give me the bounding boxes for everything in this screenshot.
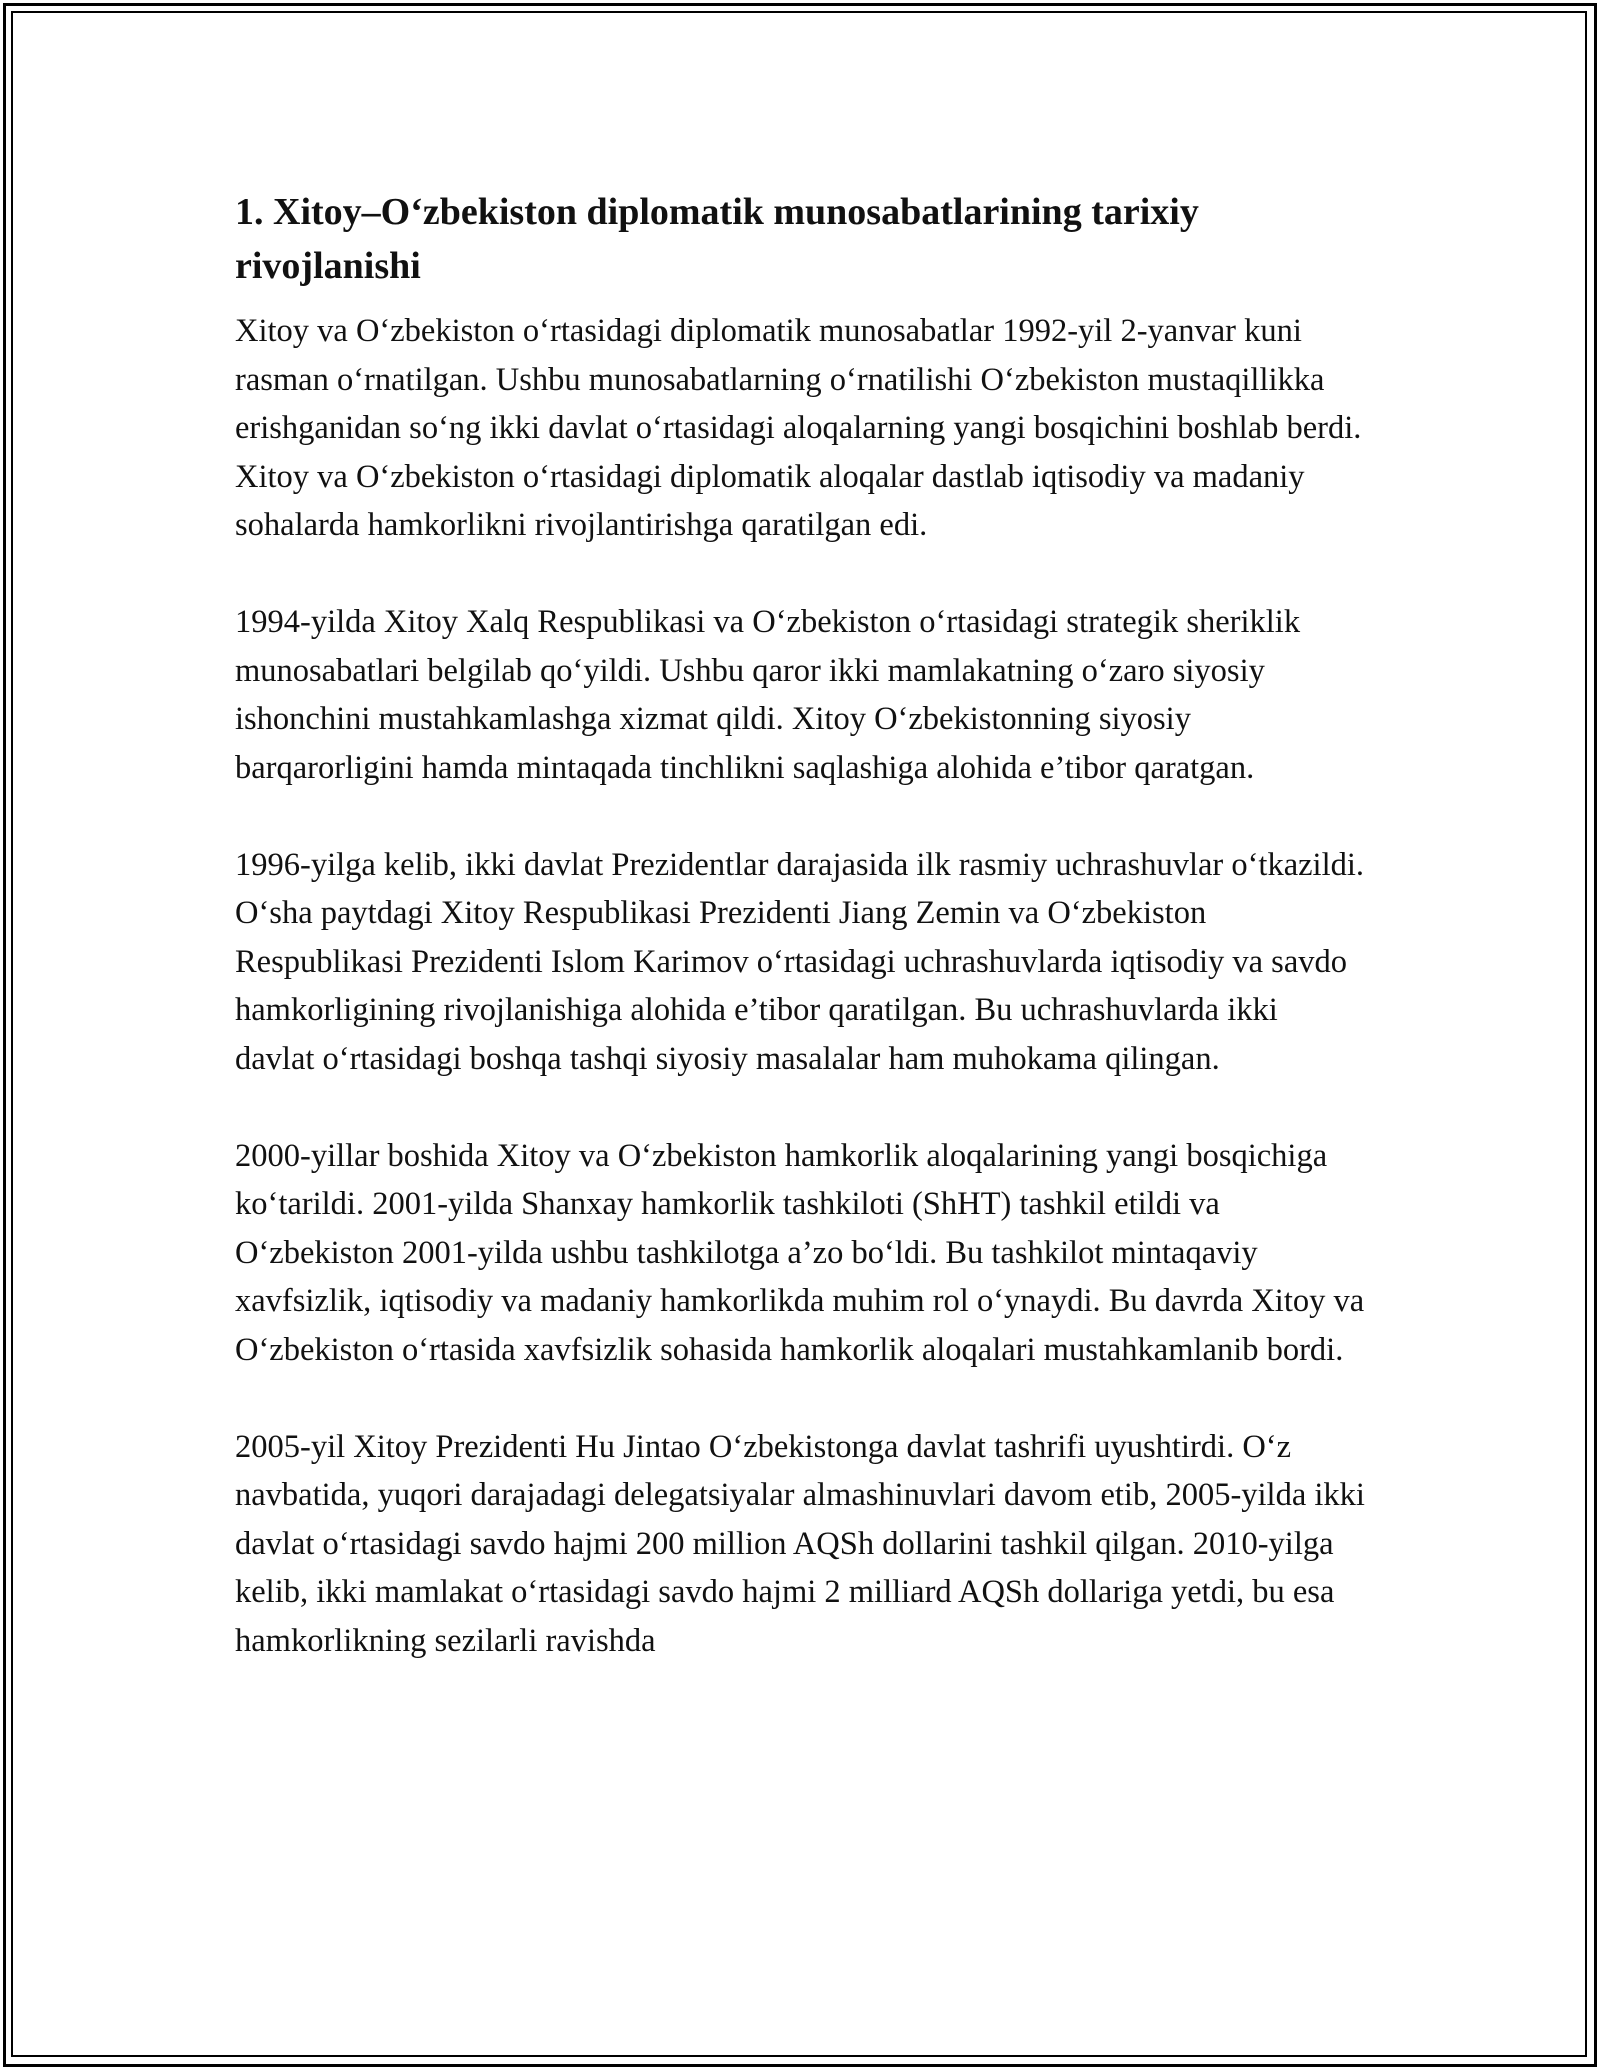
- section-heading: 1. Xitoy–O‘zbekiston diplomatik munosabatlarining tarixiy rivojlanishi: [235, 191, 1199, 287]
- paragraph-3: 1996-yilga kelib, ikki davlat Prezidentlar darajasida ilk rasmiy uchrashuvlar o‘tkazildi. O‘sha paytdagi Xitoy Respublikasi Prezidenti Jiang Zemin va O‘zbekiston Respublikasi Prezidenti Islom Karimov o‘rtasidagi uchrashuvlarda iqtisodiy va savdo hamkorligining rivojlanishiga alohida e’tibor qaratilgan. Bu uchrashuvlarda ikki davlat o‘rtasidagi boshqa tashqi siyosiy masalalar ham muhokama qilingan.: [235, 846, 1365, 1077]
- paragraph-1: Xitoy va O‘zbekiston o‘rtasidagi diplomatik munosabatlar 1992-yil 2-yanvar kuni rasman o‘rnatilgan. Ushbu munosabatlarning o‘rnatilishi O‘zbekiston mustaqillikka erishganidan so‘ng ikki davlat o‘rtasidagi aloqalarning yangi bosqichini boshlab berdi. Xitoy va O‘zbekiston o‘rtasidagi diplomatik aloqalar dastlab iqtisodiy va madaniy sohalarda hamkorlikni rivojlantirishga qaratilgan edi.: [235, 313, 1362, 543]
- paragraph-5: 2005-yil Xitoy Prezidenti Hu Jintao O‘zbekistonga davlat tashrifi uyushtirdi. O‘z navbatida, yuqori darajadagi delegatsiyalar almashinuvlari davom etib, 2005-yilda ikki davlat o‘rtasidagi savdo hajmi 200 million AQSh dollarini tashkil qilgan. 2010-yilga kelib, ikki mamlakat o‘rtasidagi savdo hajmi 2 milliard AQSh dollariga yetdi, bu esa hamkorlikning sezilarli ravishda: [235, 1428, 1365, 1659]
- document-body: [235, 185, 1365, 1714]
- paragraph-4: 2000-yillar boshida Xitoy va O‘zbekiston hamkorlik aloqalarining yangi bosqichiga ko‘tarildi. 2001-yilda Shanxay hamkorlik tashkiloti (ShHT) tashkil etildi va O‘zbekiston 2001-yilda ushbu tashkilotga a’zo bo‘ldi. Bu tashkilot mintaqaviy xavfsizlik, iqtisodiy va madaniy hamkorlikda muhim rol o‘ynaydi. Bu davrda Xitoy va O‘zbekiston o‘rtasida xavfsizlik sohasida hamkorlik aloqalari mustahkamlanib bordi.: [235, 1137, 1365, 1368]
- paragraph-2: 1994-yilda Xitoy Xalq Respublikasi va O‘zbekiston o‘rtasidagi strategik sheriklik munosabatlari belgilab qo‘yildi. Ushbu qaror ikki mamlakatning o‘zaro siyosiy ishonchini mustahkamlashga xizmat qildi. Xitoy O‘zbekistonning siyosiy barqarorligini hamda mintaqada tinchlikni saqlashiga alohida e’tibor qaratgan.: [235, 604, 1301, 786]
